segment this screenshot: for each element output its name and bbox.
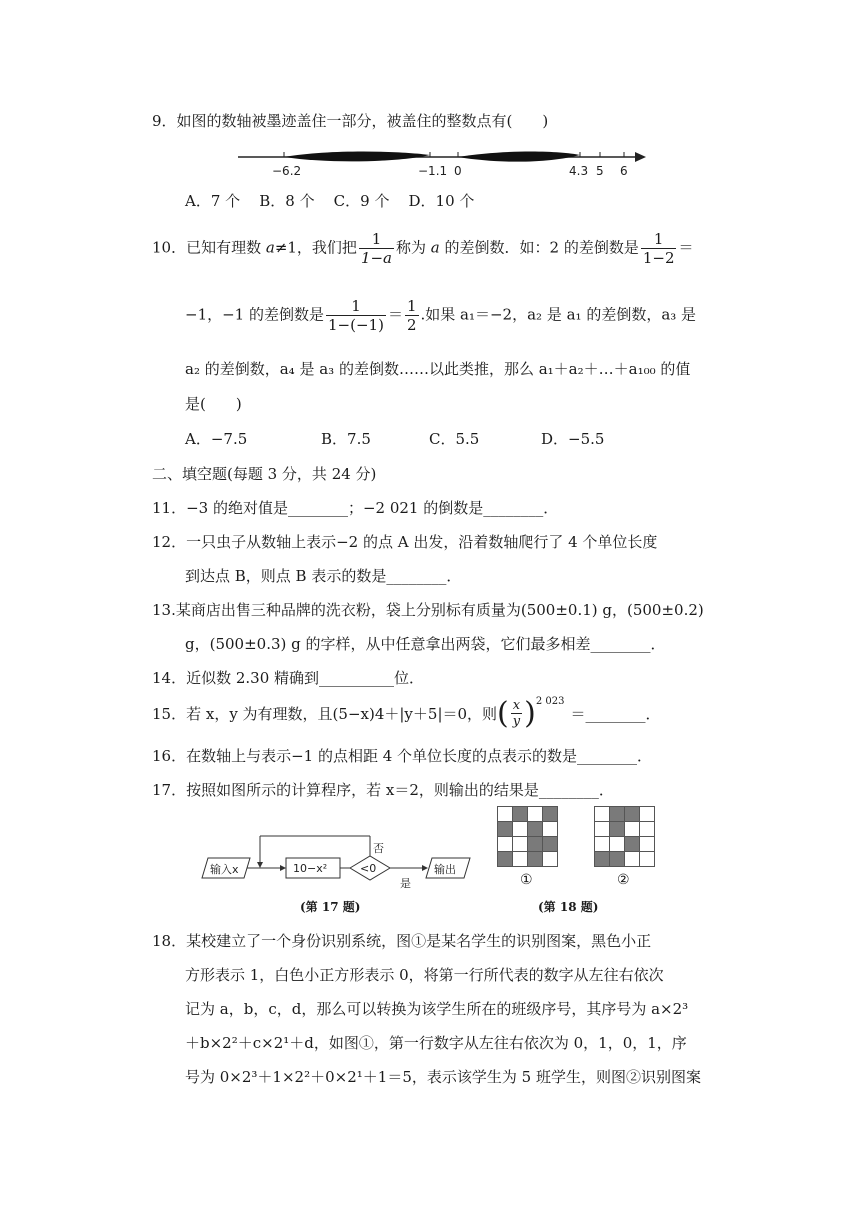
yes-label: 是 bbox=[400, 877, 411, 890]
numerator: 1 bbox=[326, 297, 386, 316]
q14: 14．近似数 2.30 精确到__________位． bbox=[152, 669, 425, 687]
q18-line1: 18．某校建立了一个身份识别系统，图①是某名学生的识别图案，黑色小正 bbox=[152, 932, 652, 950]
q9-choices bbox=[185, 190, 474, 211]
black-cell bbox=[610, 822, 625, 837]
fig17-caption: (第 17 题) bbox=[300, 900, 361, 914]
numerator: 1 bbox=[406, 297, 417, 315]
section-heading: 二、填空题(每题 3 分，共 24 分) bbox=[152, 465, 377, 483]
fraction bbox=[326, 297, 386, 334]
text: 称为 bbox=[396, 238, 431, 257]
choice-c: C．9 个 bbox=[333, 192, 390, 210]
q12-line2: 到达点 B，则点 B 表示的数是________． bbox=[185, 567, 462, 585]
numerator: 1 bbox=[641, 230, 677, 249]
black-cell bbox=[595, 852, 610, 867]
exponent: 2 023 bbox=[535, 696, 565, 707]
text: ＝ bbox=[678, 238, 694, 257]
text: .如果 a₁＝−2，a₂ 是 a₁ 的差倒数，a₃ 是 bbox=[420, 305, 697, 324]
q10-line3: a₂ 的差倒数，a₄ 是 a₃ 的差倒数……以此类推，那么 a₁＋a₂＋…＋a₁₀₀ 的值 bbox=[185, 360, 691, 378]
ink-blot-2 bbox=[458, 152, 580, 162]
q10-line4: 是( ) bbox=[185, 395, 242, 413]
fraction bbox=[511, 698, 522, 729]
text: 10．已知有理数 bbox=[152, 238, 266, 257]
q9-number-line bbox=[230, 142, 650, 182]
choice-a: A．7 个 bbox=[185, 192, 241, 210]
white-cell bbox=[498, 807, 513, 822]
text: ≠1，我们把 bbox=[274, 238, 357, 257]
numerator: x bbox=[511, 698, 522, 714]
choice-d: D．10 个 bbox=[408, 192, 475, 210]
choice-d: D．−5.5 bbox=[541, 430, 605, 448]
axis-label: 5 bbox=[596, 164, 604, 178]
axis-label: 0 bbox=[454, 164, 462, 178]
right-paren: ) bbox=[524, 696, 536, 731]
condition-box: <0 bbox=[360, 862, 377, 875]
fig18-caption: (第 18 题) bbox=[538, 900, 599, 914]
text: 15．若 x，y 为有理数，且(5−x)4＋|y＋5|＝0，则 bbox=[152, 705, 498, 723]
ink-blot-1 bbox=[284, 152, 430, 162]
compute-box: 10−x² bbox=[293, 862, 328, 875]
text: ＝________． bbox=[570, 705, 661, 723]
white-cell bbox=[543, 852, 558, 867]
white-cell bbox=[498, 837, 513, 852]
q12-line1: 12．一只虫子从数轴上表示−2 的点 A 出发，沿着数轴爬行了 4 个单位长度 bbox=[152, 533, 658, 551]
white-cell bbox=[528, 807, 543, 822]
pattern-label-1: ① bbox=[520, 872, 533, 888]
pattern-label-2: ② bbox=[617, 872, 630, 888]
white-cell bbox=[625, 852, 640, 867]
black-cell bbox=[625, 807, 640, 822]
axis-label: −6.2 bbox=[272, 164, 302, 178]
numerator: 1 bbox=[359, 230, 394, 249]
q10-choices bbox=[185, 428, 604, 449]
black-cell bbox=[543, 837, 558, 852]
q18-line2: 方形表示 1，白色小正方形表示 0，将第一行所代表的数字从左往右依次 bbox=[185, 966, 664, 984]
q17-flowchart bbox=[200, 832, 475, 892]
choice-a: A．−7.5 bbox=[185, 430, 248, 448]
q9-stem: 9．如图的数轴被墨迹盖住一部分，被盖住的整数点有( ) bbox=[152, 112, 549, 130]
denominator: 1−2 bbox=[642, 249, 675, 267]
white-cell bbox=[610, 837, 625, 852]
black-cell bbox=[528, 822, 543, 837]
black-cell bbox=[625, 837, 640, 852]
white-cell bbox=[595, 807, 610, 822]
white-cell bbox=[640, 807, 655, 822]
q18-line3: 记为 a，b，c，d，那么可以转换为该学生所在的班级序号，其序号为 a×2³ bbox=[185, 1000, 689, 1018]
white-cell bbox=[543, 822, 558, 837]
q18-line4: ＋b×2²＋c×2¹＋d，如图①，第一行数字从左往右依次为 0，1，0，1，序 bbox=[185, 1034, 687, 1052]
q13-line1: 13.某商店出售三种品牌的洗衣粉，袋上分别标有质量为(500±0.1) g，(500±0.2) bbox=[152, 601, 704, 619]
black-cell bbox=[610, 807, 625, 822]
black-cell bbox=[513, 807, 528, 822]
no-label: 否 bbox=[373, 842, 384, 855]
axis-label: 6 bbox=[620, 164, 628, 178]
white-cell bbox=[625, 822, 640, 837]
q10-line1 bbox=[152, 230, 694, 267]
q10-line2 bbox=[185, 297, 696, 334]
fraction bbox=[641, 230, 677, 267]
axis-label: −1.1 bbox=[418, 164, 448, 178]
id-pattern-1 bbox=[497, 806, 558, 867]
white-cell bbox=[513, 822, 528, 837]
denominator: 2 bbox=[406, 316, 417, 334]
q18-line5: 号为 0×2³＋1×2²＋0×2¹＋1＝5，表示该学生为 5 班学生，则图②识别图案 bbox=[185, 1068, 701, 1086]
white-cell bbox=[595, 822, 610, 837]
black-cell bbox=[528, 837, 543, 852]
id-pattern-2 bbox=[594, 806, 655, 867]
fraction bbox=[359, 230, 394, 267]
q15 bbox=[152, 696, 661, 731]
left-paren: ( bbox=[497, 696, 509, 731]
black-cell bbox=[610, 852, 625, 867]
q11: 11．−3 的绝对值是________；−2 021 的倒数是________． bbox=[152, 499, 559, 517]
text: 的差倒数．如：2 的差倒数是 bbox=[439, 238, 639, 257]
white-cell bbox=[640, 822, 655, 837]
var-a: a bbox=[430, 238, 440, 257]
q13-line2: g，(500±0.3) g 的字样，从中任意拿出两袋，它们最多相差________． bbox=[185, 635, 666, 653]
black-cell bbox=[543, 807, 558, 822]
choice-c: C．5.5 bbox=[429, 430, 480, 448]
black-cell bbox=[498, 852, 513, 867]
white-cell bbox=[640, 852, 655, 867]
text: ＝ bbox=[387, 305, 403, 324]
denominator: 1−a bbox=[360, 249, 392, 267]
black-cell bbox=[498, 822, 513, 837]
fraction bbox=[405, 297, 419, 334]
white-cell bbox=[595, 837, 610, 852]
q16: 16．在数轴上与表示−1 的点相距 4 个单位长度的点表示的数是________． bbox=[152, 747, 653, 765]
output-box: 输出 bbox=[434, 863, 456, 876]
choice-b: B．8 个 bbox=[259, 192, 315, 210]
q17: 17．按照如图所示的计算程序，若 x＝2，则输出的结果是________． bbox=[152, 781, 614, 799]
white-cell bbox=[640, 837, 655, 852]
black-cell bbox=[528, 852, 543, 867]
white-cell bbox=[513, 837, 528, 852]
input-box: 输入x bbox=[210, 863, 239, 876]
denominator: 1−(−1) bbox=[328, 316, 384, 334]
white-cell bbox=[513, 852, 528, 867]
axis-label: 4.3 bbox=[569, 164, 589, 178]
text: −1，−1 的差倒数是 bbox=[185, 305, 324, 324]
var-a: a bbox=[265, 238, 275, 257]
denominator: y bbox=[512, 714, 521, 729]
choice-b: B．7.5 bbox=[321, 430, 371, 448]
